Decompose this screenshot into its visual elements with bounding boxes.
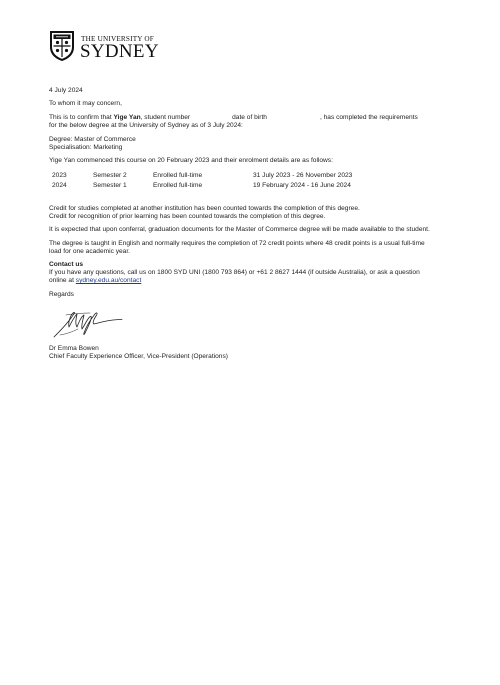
graduation-line: It is expected that upon conferral, graduation documents for the Master of Commerce degree will be made available to the student.	[49, 226, 430, 233]
credit-line-2: Credit for recognition of prior learning has been counted towards the completion of this degree.	[49, 213, 326, 220]
university-prefix: THE UNIVERSITY OF	[81, 35, 155, 43]
enrolment-semester: Semester 1	[93, 182, 127, 189]
enrolment-semester: Semester 2	[93, 172, 127, 179]
commencement-line: Yige Yan commenced this course on 20 February 2023 and their enrolment details are as follows:	[49, 157, 333, 164]
university-name: SYDNEY	[80, 41, 159, 62]
confirm-student-number: , student number	[140, 114, 191, 121]
confirmation-line-2: for the below degree at the University of Sydney as of 3 July 2024:	[49, 122, 243, 129]
confirm-prefix: This is to confirm that	[49, 114, 112, 121]
contact-heading: Contact us	[49, 261, 84, 268]
regards: Regards	[49, 291, 74, 298]
contact-line-2	[49, 277, 141, 285]
student-name: Yige Yan	[113, 114, 141, 121]
enrolment-year: 2024	[52, 182, 67, 189]
university-crest-icon	[49, 30, 75, 62]
signatory-name: Dr Emma Bowen	[49, 345, 99, 352]
specialisation-line: Specialisation: Marketing	[49, 144, 123, 151]
handwritten-signature	[50, 305, 126, 341]
enrolment-year: 2023	[52, 172, 67, 179]
credit-line-1: Credit for studies completed at another institution has been counted towards the completion of this degree.	[49, 205, 360, 212]
confirm-suffix: , has completed the requirements	[319, 114, 418, 121]
enrolment-status: Enrolled full-time	[153, 182, 203, 189]
confirm-dob: date of birth	[232, 114, 267, 121]
letter-date: 4 July 2024	[49, 87, 83, 94]
enrolment-dates: 31 July 2023 - 26 November 2023	[253, 172, 353, 179]
contact-link[interactable]: sydney.edu.au/contact	[75, 277, 142, 284]
signatory-title: Chief Faculty Experience Officer, Vice-President (Operations)	[49, 353, 228, 360]
contact-line-1: If you have any questions, call us on 1800 SYD UNI (1800 793 864) or +61 2 8627 1444 (if outside Australia), or ask a question	[49, 269, 420, 276]
contact-line-2-prefix: online at	[49, 277, 74, 284]
enrolment-dates: 19 February 2024 - 16 June 2024	[253, 182, 351, 189]
language-line-1: The degree is taught in English and normally requires the completion of 72 credit points where 48 credit points is a usual full-time	[49, 240, 425, 247]
salutation: To whom it may concern,	[49, 100, 122, 107]
confirmation-line	[49, 114, 418, 122]
language-line-2: load for one academic year.	[49, 248, 131, 255]
enrolment-status: Enrolled full-time	[153, 172, 203, 179]
university-logo	[49, 30, 159, 66]
degree-line: Degree: Master of Commerce	[49, 136, 136, 143]
